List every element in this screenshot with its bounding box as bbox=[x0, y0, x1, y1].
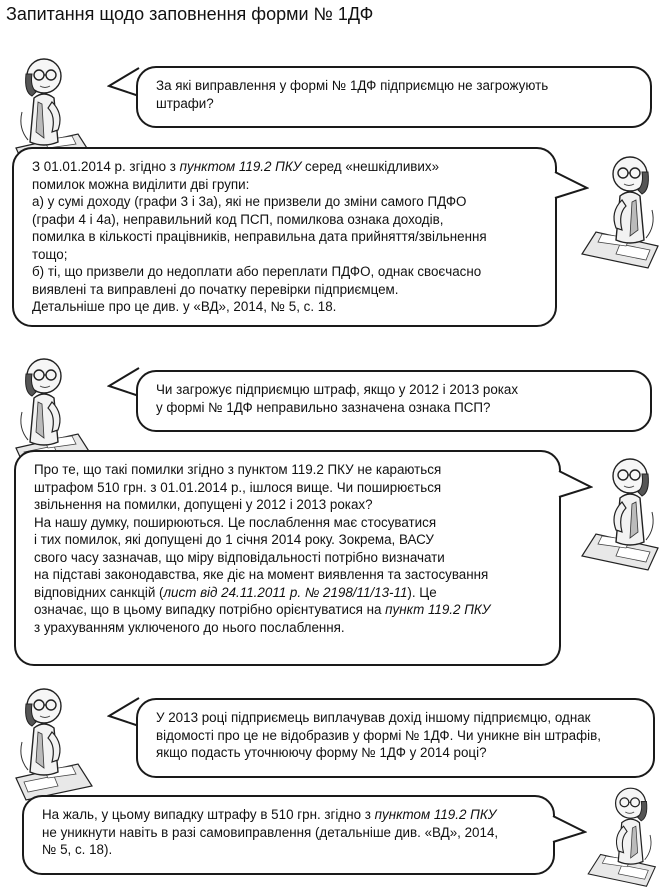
text-segment: відомості про це не відобразив у формі № 1ДФ. Чи уникне він штрафів, bbox=[156, 727, 601, 743]
person-figure-icon bbox=[576, 452, 660, 572]
text-segment: серед «нешкідливих» bbox=[301, 159, 440, 174]
answer-text-line bbox=[32, 281, 543, 299]
answer-text-line bbox=[32, 246, 543, 264]
answer-text-line bbox=[32, 228, 543, 246]
text-segment: На жаль, у цьому випадку штрафу в 510 грн. згідно з bbox=[42, 807, 375, 822]
text-segment: На нашу думку, поширюються. Це послаблення має стосуватися bbox=[34, 514, 437, 530]
question-bubble bbox=[136, 66, 652, 128]
answer-text-line bbox=[34, 479, 547, 497]
text-segment: відповідних санкцій ( bbox=[34, 584, 164, 600]
question-text-line bbox=[156, 727, 641, 745]
question-text-line bbox=[156, 744, 641, 762]
answer-text-line bbox=[32, 211, 543, 229]
legal-reference: лист від 24.11.2011 р. № 2198/11/13-11 bbox=[163, 584, 408, 600]
answer-text-line bbox=[34, 461, 547, 479]
text-segment: У 2013 році підприємець виплачував дохід іншому підприємцю, однак bbox=[156, 710, 591, 725]
answer-text-line bbox=[34, 549, 547, 567]
answer-text-line bbox=[32, 298, 543, 316]
answer-text-line bbox=[34, 566, 547, 584]
text-segment: не уникнути навіть в разі самовиправлення (детальніше див. «ВД», 2014, bbox=[42, 824, 499, 840]
answer-bubble bbox=[22, 795, 555, 875]
answer-text-line bbox=[32, 158, 543, 176]
text-segment: у формі № 1ДФ неправильно зазначена ознака ПСП? bbox=[156, 399, 491, 415]
answer-text-line bbox=[34, 531, 547, 549]
answer-bubble bbox=[14, 450, 561, 666]
answer-text-line bbox=[32, 176, 543, 194]
text-segment: З 01.01.2014 р. згідно з bbox=[32, 159, 180, 174]
answer-text-line bbox=[34, 496, 547, 514]
text-segment: Чи загрожує підприємцю штраф, якщо у 2012 і 2013 роках bbox=[156, 382, 519, 397]
text-segment: свого часу зазначав, що міру відповідальності потрібно визначати bbox=[34, 549, 445, 565]
text-segment: штрафи? bbox=[156, 95, 214, 111]
text-segment: виявлені та виправлені до початку перевірки підприємцем. bbox=[32, 281, 399, 297]
answer-text-line bbox=[34, 619, 547, 637]
text-segment: на підставі законодавства, яке діє на момент виявлення та застосування bbox=[34, 567, 489, 582]
answer-text-line bbox=[34, 514, 547, 532]
text-segment: і тих помилок, які допущені до 1 січня 2014 року. Зокрема, ВАСУ bbox=[34, 532, 434, 547]
text-segment: Про те, що такі помилки згідно з пунктом 119.2 ПКУ не караються bbox=[34, 462, 442, 477]
text-segment: з урахуванням уключеного до нього послаблення. bbox=[34, 619, 345, 635]
answer-text-line bbox=[42, 841, 541, 859]
person-figure-icon bbox=[14, 682, 98, 802]
question-text-line bbox=[156, 95, 638, 113]
text-segment: а) у сумі доходу (графи 3 і 3а), які не призвели до зміни самого ПДФО bbox=[32, 194, 467, 209]
answer-text-line bbox=[42, 806, 541, 824]
text-segment: звільнення на помилки, допущені у 2012 і 2013 роках? bbox=[34, 497, 373, 512]
text-segment: б) ті, що призвели до недоплати або переплати ПДФО, однак своєчасно bbox=[32, 264, 482, 279]
text-segment: ). Це bbox=[407, 584, 437, 600]
answer-bubble bbox=[12, 147, 557, 327]
answer-text-line bbox=[34, 601, 547, 619]
question-text-line bbox=[156, 381, 638, 399]
text-segment: штрафом 510 грн. з 01.01.2014 р., ішлося вище. Чи поширюється bbox=[34, 479, 442, 495]
text-segment: За які виправлення у формі № 1ДФ підприємцю не загрожують bbox=[156, 78, 549, 93]
legal-reference: пунктом 119.2 ПКУ bbox=[374, 807, 497, 822]
legal-reference: пунктом 119.2 ПКУ bbox=[179, 159, 302, 174]
answer-text-line bbox=[42, 824, 541, 842]
question-bubble bbox=[136, 698, 655, 778]
question-text-line bbox=[156, 77, 638, 95]
text-segment: означає, що в цьому випадку потрібно орієнтуватися на bbox=[34, 602, 386, 617]
answer-text-line bbox=[34, 584, 547, 602]
question-text-line bbox=[156, 709, 641, 727]
answer-text-line bbox=[32, 193, 543, 211]
text-segment: помилок можна виділити дві групи: bbox=[32, 176, 250, 192]
answer-text-line bbox=[32, 263, 543, 281]
question-bubble bbox=[136, 370, 652, 432]
text-segment: якщо подасть уточнюючу форму № 1ДФ у 2014 році? bbox=[156, 745, 487, 760]
person-figure-icon bbox=[576, 150, 660, 270]
text-segment: (графи 4 і 4а), неправильний код ПСП, помилкова ознака доходів, bbox=[32, 211, 444, 227]
text-segment: тощо; bbox=[32, 246, 68, 262]
question-text-line bbox=[156, 399, 638, 417]
text-segment: № 5, с. 18). bbox=[42, 842, 113, 857]
legal-reference: пункт 119.2 ПКУ bbox=[385, 602, 491, 617]
person-figure-icon bbox=[578, 782, 662, 888]
text-segment: помилка в кількості працівників, неправильна дата прийняття/звільнення bbox=[32, 229, 487, 244]
page-title: Запитання щодо заповнення форми № 1ДФ bbox=[6, 4, 374, 24]
text-segment: Детальніше про це див. у «ВД», 2014, № 5, с. 18. bbox=[32, 299, 337, 314]
